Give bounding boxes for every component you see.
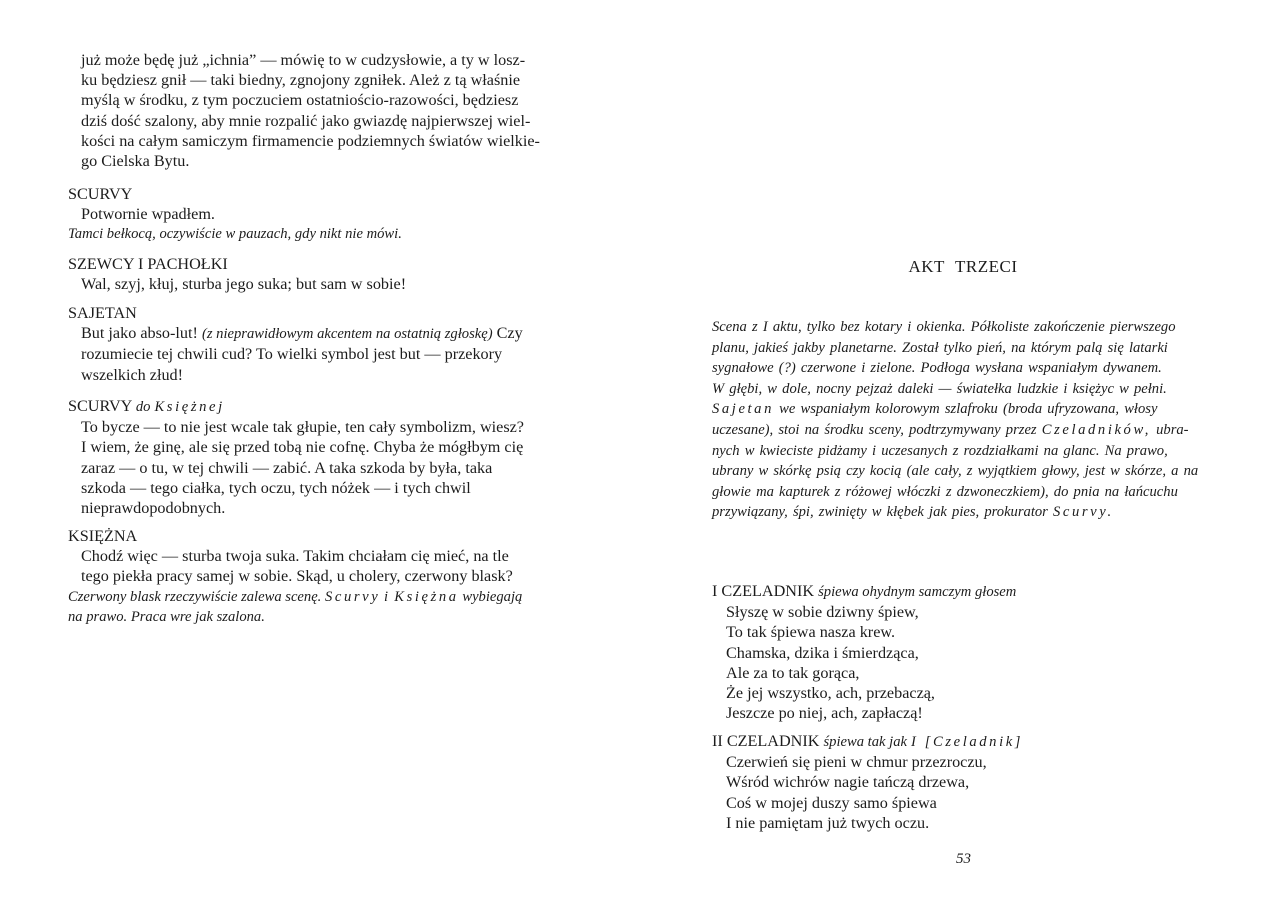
dialogue-text: But jako abso-lut!: [81, 324, 198, 343]
dialogue-line: nieprawdopodobnych.: [81, 499, 226, 518]
scene-line: nych w kwieciste pidżamy i uczesanych z rozdziałkami na glanc. Na prawo,: [712, 442, 1168, 459]
dialogue-line: [68, 323, 568, 344]
verse-line: Wśród wichrów nagie tańczą drzewa,: [726, 773, 970, 792]
ksiezna-block: [68, 526, 568, 627]
scene-line: ubrany w skórkę psią czy kocią (ale cały, z wyjątkiem głowy, jest w skórze, a na: [712, 463, 1199, 480]
opening-paragraph: [68, 50, 568, 171]
dialogue-line: rozumiecie tej chwili cud? To wielki symbol jest but — przekory: [81, 345, 503, 364]
speaker-name: KSIĘŻNA: [68, 527, 138, 545]
speaker-name: SCURVY: [68, 397, 132, 415]
verse-line: Ale za to tak gorąca,: [726, 663, 860, 682]
page-number: 53: [956, 851, 971, 867]
text-line: ku będziesz gnił — taki biedny, zgnojony zgniłek. Ależ z tą właśnie: [81, 71, 521, 90]
stage-text: Czerwony blask rzeczywiście zalewa scenę.: [68, 588, 322, 605]
szewcy-block: [68, 254, 568, 294]
scene-text: we wspaniałym kolorowym szlafroku (broda ufryzowana, włosy: [779, 401, 1158, 418]
scurvy-block-2: [68, 396, 568, 518]
verse-line: Słyszę w sobie dziwny śpiew,: [726, 603, 919, 622]
stage-direction: śpiewa tak jak: [823, 734, 907, 750]
direction-prefix: do: [135, 399, 151, 415]
character-name: Sajetan: [712, 401, 774, 418]
stage-direction: [68, 587, 568, 607]
verse-line: Czerwień się pieni w chmur przezroczu,: [726, 753, 987, 772]
speaker-heading: [712, 581, 1214, 602]
left-page: [68, 0, 568, 909]
speaker-heading: [712, 731, 1214, 752]
scene-line: planu, jakieś jakby planetarne. Został tylko pień, na którym palą się latarki: [712, 339, 1168, 356]
scene-line: głowie ma kapturek z różowej włóczki z dzwoneczkiem), do pnia na łańcuchu: [712, 483, 1178, 500]
speaker-name: SZEWCY I PACHOŁKI: [68, 255, 228, 273]
scene-text: przywiązany, śpi, zwinięty w kłębek jak pies, prokurator: [712, 504, 1048, 521]
verse-line: To tak śpiewa nasza krew.: [726, 623, 896, 642]
sajetan-block: [68, 303, 568, 385]
text-line: już może będę już „ichnia” — mówię to w cudzysłowie, a ty w losz-: [81, 51, 526, 69]
dialogue-line: I wiem, że ginę, ale się przed tobą nie cofnę. Chyba że mógłbym cię: [81, 438, 524, 457]
scene-description: [712, 317, 1214, 523]
verse-line: I nie pamiętam już twych oczu.: [726, 813, 930, 832]
scene-line: [712, 420, 1214, 441]
speaker-name: SCURVY: [68, 185, 133, 203]
dialogue-line: szkoda — tego ciałka, tych oczu, tych nóżek — i tych chwil: [81, 478, 471, 497]
text-line: dziś dość szalony, aby mnie rozpalić jako gwiazdę najpierwszej wiel-: [81, 111, 531, 130]
character-name: Czeladników,: [1041, 421, 1151, 438]
dialogue-line: Potwornie wpadłem.: [81, 205, 215, 224]
verse-line: Coś w mojej duszy samo śpiewa: [726, 793, 937, 812]
stage-direction: na prawo. Praca wre jak szalona.: [68, 608, 265, 625]
speaker-name: II CZELADNIK: [712, 732, 820, 750]
czeladnik1-block: [712, 581, 1214, 723]
scene-line: [712, 399, 1214, 420]
text-line: kości na całym samiczym firmamencie podziemnych światów wielkie-: [81, 131, 540, 150]
text-line: myślą w środku, z tym poczuciem ostatniościo-razowości, będziesz: [81, 91, 519, 110]
speaker-name: I CZELADNIK: [712, 582, 815, 600]
character-reference: I [Czeladnik]: [911, 734, 1024, 750]
scene-text: ubra-: [1156, 421, 1189, 438]
scene-line: [712, 502, 1214, 523]
character-name: Scurvy: [324, 588, 381, 605]
speaker-name: SAJETAN: [68, 304, 137, 322]
speaker-heading: [68, 396, 568, 417]
dialogue-line: Wal, szyj, kłuj, sturba jego suka; but sam w sobie!: [81, 275, 407, 294]
verse-line: Jeszcze po niej, ach, zapłaczą!: [726, 704, 923, 723]
scene-text: uczesane), stoi na środku sceny, podtrzymywany przez: [712, 421, 1037, 438]
dialogue-line: zaraz — o tu, w tej chwili — zabić. A taka szkoda by była, taka: [81, 458, 493, 477]
character-name: Scurvy.: [1053, 504, 1114, 521]
stage-direction: Tamci bełkocą, oczywiście w pauzach, gdy nikt nie mówi.: [68, 226, 402, 243]
dialogue-line: To bycze — to nie jest wcale tak głupie, ten cały symbolizm, wiesz?: [81, 418, 524, 437]
dialogue-line: Chodź więc — sturba twoja suka. Takim chciałam cię mieć, na tle: [81, 547, 509, 566]
stage-direction: (z nieprawidłowym akcentem na ostatnią zgłoskę): [201, 326, 493, 343]
scurvy-block-1: [68, 184, 568, 245]
stage-text: wybiegają: [462, 588, 523, 605]
text-line: go Cielska Bytu.: [81, 152, 190, 171]
dialogue-line: wszelkich złud!: [81, 365, 184, 384]
verse-line: Chamska, dzika i śmierdząca,: [726, 643, 919, 662]
act-title: AKT TRZECI: [908, 257, 1018, 276]
scene-line: sygnałowe (?) czerwone i zielone. Podłoga wysłana wspaniałym dywanem.: [712, 360, 1162, 377]
stage-text: i: [383, 588, 391, 605]
dialogue-text: Czy: [496, 324, 523, 343]
direction-name: Księżnej: [154, 399, 225, 415]
right-page: [712, 0, 1214, 909]
czeladnik2-block: [712, 731, 1214, 833]
character-name: Księżna: [394, 588, 459, 605]
stage-direction: śpiewa ohydnym samczym głosem: [818, 584, 1017, 600]
dialogue-line: tego piekła pracy samej w sobie. Skąd, u cholery, czerwony blask?: [81, 567, 513, 586]
scene-line: Scena z I aktu, tylko bez kotary i okienka. Półkoliste zakończenie pierwszego: [712, 319, 1176, 335]
scene-line: W głębi, w dole, nocny pejzaż daleki — światełka ludzkie i księżyc w pełni.: [712, 380, 1167, 397]
verse-line: Że jej wszystko, ach, przebaczą,: [726, 684, 935, 703]
